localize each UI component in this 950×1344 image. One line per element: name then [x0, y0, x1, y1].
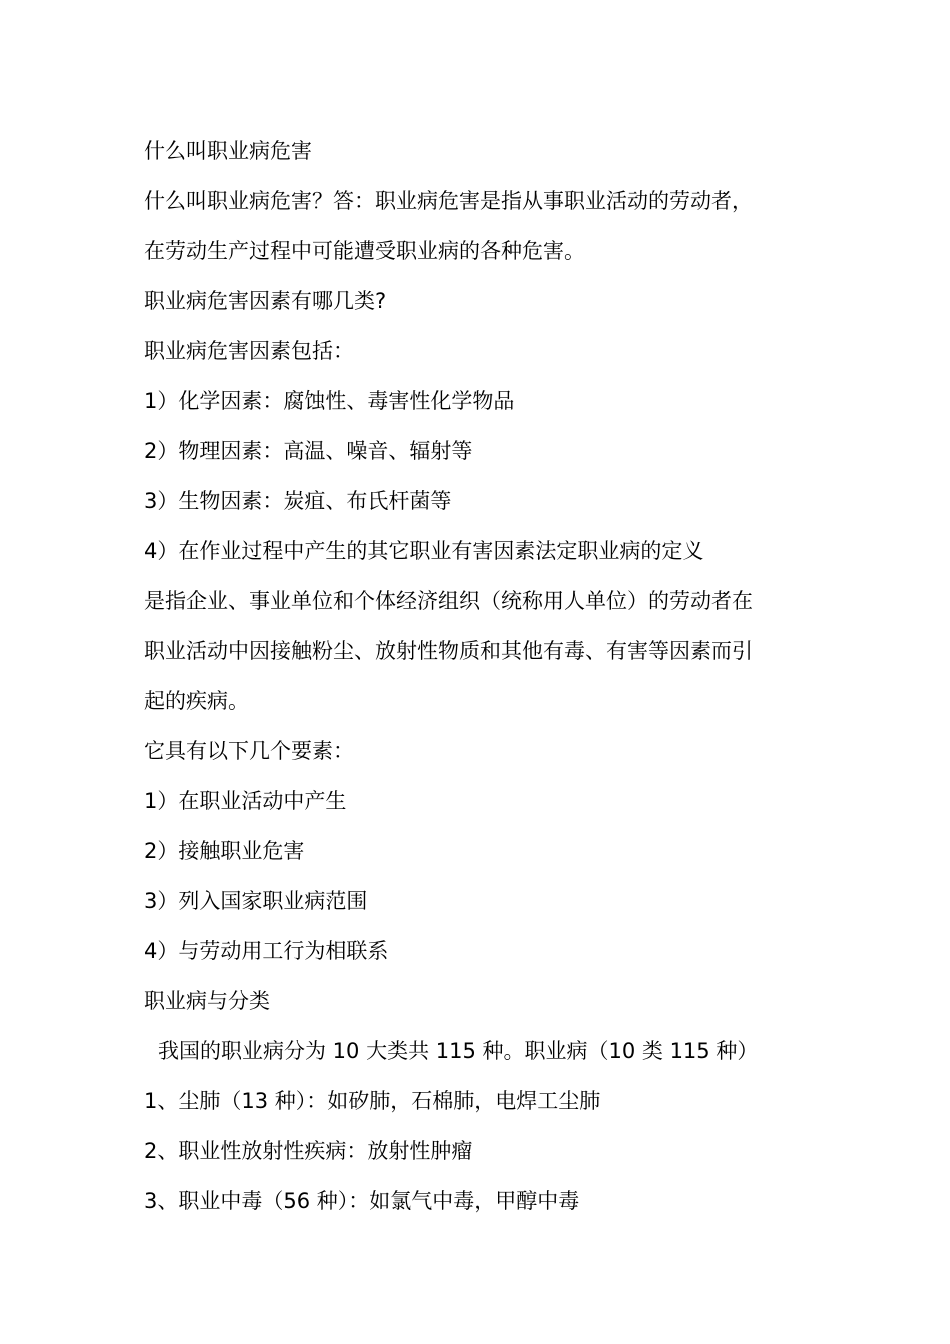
paragraph-line: 起的疾病。 — [144, 689, 249, 713]
paragraph-line: 它具有以下几个要素： — [144, 739, 354, 763]
paragraph-line: 什么叫职业病危害？答：职业病危害是指从事职业活动的劳动者， — [144, 189, 753, 213]
document-body — [144, 126, 824, 1226]
list-item: 3）列入国家职业病范围 — [144, 889, 368, 913]
paragraph-line: 是指企业、事业单位和个体经济组织（统称用人单位）的劳动者在 — [144, 589, 753, 613]
list-item: 1、尘肺（13 种）：如矽肺，石棉肺，电焊工尘肺 — [144, 1089, 601, 1113]
list-item: 3、职业中毒（56 种）：如氯气中毒，甲醇中毒 — [144, 1189, 580, 1213]
paragraph-line: 在劳动生产过程中可能遭受职业病的各种危害。 — [144, 239, 585, 263]
question-line: 职业病危害因素有哪几类? — [144, 289, 387, 313]
paragraph-line: 职业病危害因素包括： — [144, 339, 354, 363]
list-item: 2）接触职业危害 — [144, 839, 305, 863]
list-item: 2、职业性放射性疾病：放射性肿瘤 — [144, 1139, 473, 1163]
section-heading: 职业病与分类 — [144, 989, 270, 1013]
list-item: 2）物理因素：高温、噪音、辐射等 — [144, 439, 473, 463]
section-heading: 什么叫职业病危害 — [144, 139, 312, 163]
paragraph-line: 我国的职业病分为 10 大类共 115 种。职业病（10 类 115 种） — [158, 1039, 759, 1063]
list-item: 3）生物因素：炭疽、布氏杆菌等 — [144, 489, 452, 513]
list-item: 4）在作业过程中产生的其它职业有害因素法定职业病的定义 — [144, 539, 704, 563]
list-item: 1）在职业活动中产生 — [144, 789, 347, 813]
list-item: 1）化学因素：腐蚀性、毒害性化学物品 — [144, 389, 515, 413]
paragraph-line: 职业活动中因接触粉尘、放射性物质和其他有毒、有害等因素而引 — [144, 639, 753, 663]
list-item: 4）与劳动用工行为相联系 — [144, 939, 389, 963]
